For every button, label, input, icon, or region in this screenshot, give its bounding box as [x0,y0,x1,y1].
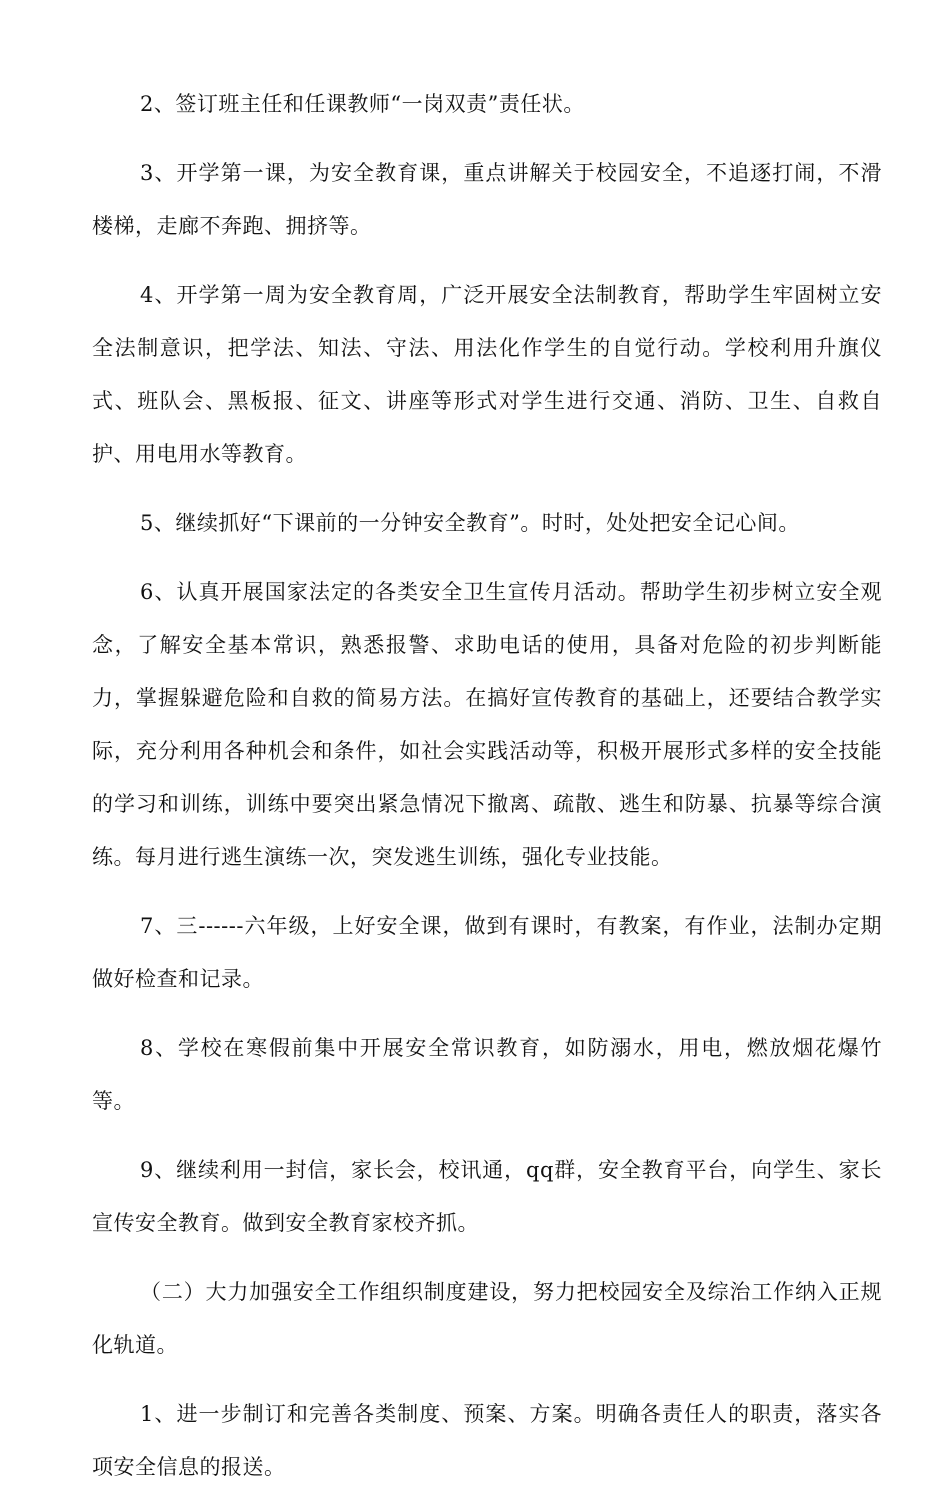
paragraph-item-8: 8、学校在寒假前集中开展安全常识教育，如防溺水，用电，燃放烟花爆竹等。 [92,1036,882,1113]
paragraph-item-1: 1、进一步制订和完善各类制度、预案、方案。明确各责任人的职责，落实各项安全信息的报送。 [92,1402,882,1479]
paragraph-item-4: 4、开学第一周为安全教育周，广泛开展安全法制教育，帮助学生牢固树立安全法制意识，把学法、知法、守法、用法化作学生的自觉行动。学校利用升旗仪式、班队会、黑板报、征文、讲座等形式对学生进行交通、消防、卫生、自救自护、用电用水等教育。 [92,283,882,466]
paragraph-item-6: 6、认真开展国家法定的各类安全卫生宣传月活动。帮助学生初步树立安全观念，了解安全基本常识，熟悉报警、求助电话的使用，具备对危险的初步判断能力，掌握躲避危险和自救的简易方法。在搞好宣传教育的基础上，还要结合教学实际，充分利用各种机会和条件，如社会实践活动等，积极开展形式多样的安全技能的学习和训练，训练中要突出紧急情况下撤离、疏散、逃生和防暴、抗暴等综合演练。每月进行逃生演练一次，突发逃生训练，强化专业技能。 [92,580,882,869]
paragraph-item-7: 7、三------六年级，上好安全课，做到有课时，有教案，有作业，法制办定期做好检查和记录。 [92,914,882,991]
paragraph-item-5: 5、继续抓好“下课前的一分钟安全教育”。时时，处处把安全记心间。 [140,511,800,535]
paragraph-item-3: 3、开学第一课，为安全教育课，重点讲解关于校园安全，不追逐打闹，不滑楼梯，走廊不奔跑、拥挤等。 [92,161,882,238]
paragraph-item-9: 9、继续利用一封信，家长会，校讯通，qq群，安全教育平台，向学生、家长宣传安全教育。做到安全教育家校齐抓。 [92,1158,882,1235]
paragraph-item-2: 2、签订班主任和任课教师“一岗双责”责任状。 [140,92,585,116]
document-body [92,78,882,1504]
section-heading-2: （二）大力加强安全工作组织制度建设，努力把校园安全及综治工作纳入正规化轨道。 [92,1280,882,1357]
